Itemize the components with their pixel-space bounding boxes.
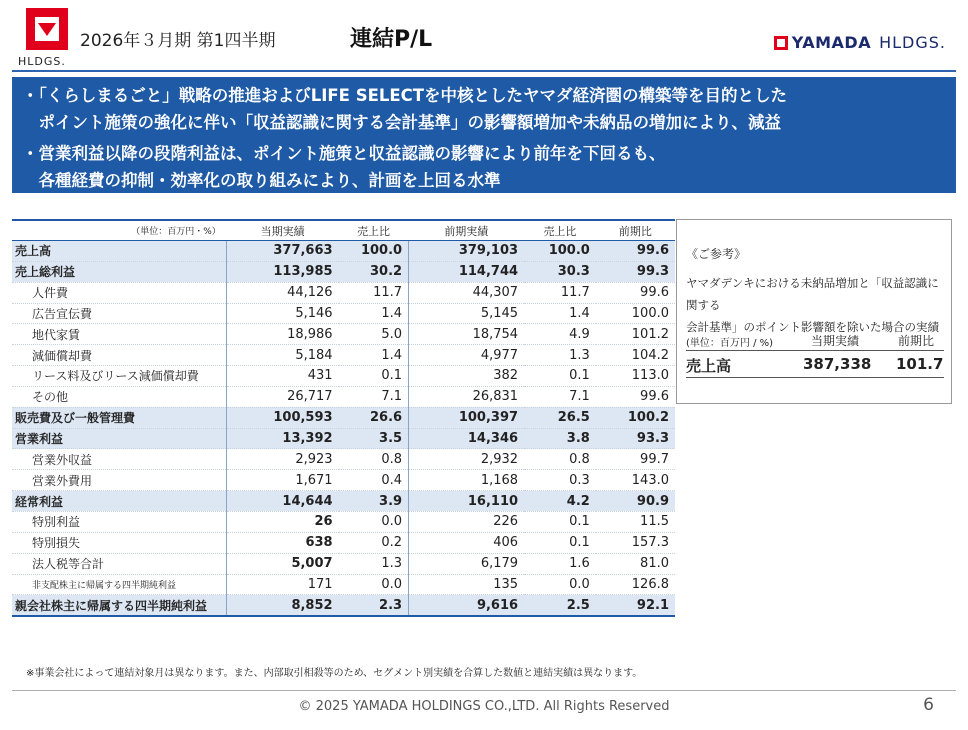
cell-yoy: 100.0 — [596, 303, 675, 324]
cell-previous: 1,168 — [409, 470, 525, 491]
cell-previous: 14,346 — [409, 428, 525, 449]
cell-current: 26 — [227, 511, 339, 532]
col-header-current: 当期実績 — [227, 220, 339, 241]
table-row — [12, 303, 675, 324]
row-label: 営業外収益 — [12, 449, 227, 470]
company-logo — [26, 8, 68, 50]
cell-previous: 406 — [409, 532, 525, 553]
cell-current: 26,717 — [227, 386, 339, 407]
table-row — [12, 428, 675, 449]
table-row — [12, 345, 675, 366]
cell-yoy: 157.3 — [596, 532, 675, 553]
table-row — [12, 282, 675, 303]
table-row — [12, 532, 675, 553]
summary-line: 各種経費の抑制・効率化の取り組みにより、計画を上回る水準 — [22, 171, 501, 190]
cell-previous: 2,932 — [409, 449, 525, 470]
cell-current-ratio: 5.0 — [339, 324, 409, 345]
cell-yoy: 101.2 — [596, 324, 675, 345]
cell-current-ratio: 100.0 — [339, 241, 409, 262]
unit-header: （単位：百万円・%） — [12, 220, 227, 241]
cell-current: 113,985 — [227, 261, 339, 282]
cell-previous: 18,754 — [409, 324, 525, 345]
pl-table — [12, 219, 675, 617]
cell-current: 100,593 — [227, 407, 339, 428]
cell-current-ratio: 0.4 — [339, 470, 409, 491]
cell-previous: 4,977 — [409, 345, 525, 366]
cell-yoy: 81.0 — [596, 553, 675, 574]
brand-logo — [774, 33, 946, 52]
row-label: 減価償却費 — [12, 345, 227, 366]
cell-previous-ratio: 30.3 — [524, 261, 596, 282]
reference-desc-line: 会計基準」のポイント影響額を除いた場合の実績 — [686, 320, 939, 334]
fiscal-period: 2026年３月期 第1四半期 — [80, 31, 276, 51]
cell-current: 171 — [227, 574, 339, 595]
page-title: 連結P/L — [350, 27, 433, 52]
cell-current-ratio: 1.4 — [339, 303, 409, 324]
cell-yoy: 100.2 — [596, 407, 675, 428]
col-header-current-ratio: 売上比 — [339, 220, 409, 241]
table-row — [12, 574, 675, 595]
summary-line: ・営業利益以降の段階利益は、ポイント施策と収益認識の影響により前年を下回るも、 — [22, 144, 666, 163]
cell-current: 431 — [227, 366, 339, 387]
cell-yoy: 99.6 — [596, 241, 675, 262]
cell-previous-ratio: 4.9 — [524, 324, 596, 345]
cell-previous-ratio: 26.5 — [524, 407, 596, 428]
logo-subtitle: HLDGS. — [18, 55, 66, 68]
table-row — [12, 491, 675, 512]
cell-previous: 379,103 — [409, 241, 525, 262]
table-row — [12, 407, 675, 428]
cell-previous-ratio: 7.1 — [524, 386, 596, 407]
cell-previous-ratio: 1.6 — [524, 553, 596, 574]
cell-current: 1,671 — [227, 470, 339, 491]
cell-previous: 226 — [409, 511, 525, 532]
cell-yoy: 113.0 — [596, 366, 675, 387]
cell-yoy: 93.3 — [596, 428, 675, 449]
row-label: 売上総利益 — [12, 261, 227, 282]
reference-row — [686, 351, 944, 378]
row-label: 地代家賃 — [12, 324, 227, 345]
reference-col-yoy: 前期比 — [898, 334, 935, 348]
cell-yoy: 92.1 — [596, 595, 675, 616]
row-label: 販売費及び一般管理費 — [12, 407, 227, 428]
table-row — [12, 261, 675, 282]
cell-current-ratio: 0.8 — [339, 449, 409, 470]
cell-previous-ratio: 0.3 — [524, 470, 596, 491]
cell-previous-ratio: 1.4 — [524, 303, 596, 324]
row-label: 非支配株主に帰属する四半期純利益 — [12, 574, 227, 595]
cell-previous-ratio: 1.3 — [524, 345, 596, 366]
reference-row-current: 387,338 — [803, 355, 872, 373]
cell-previous: 16,110 — [409, 491, 525, 512]
cell-current-ratio: 7.1 — [339, 386, 409, 407]
cell-current-ratio: 1.3 — [339, 553, 409, 574]
cell-current: 18,986 — [227, 324, 339, 345]
cell-previous-ratio: 0.0 — [524, 574, 596, 595]
row-label: リース料及びリース減価償却費 — [12, 366, 227, 387]
cell-current-ratio: 3.9 — [339, 491, 409, 512]
row-label: 特別損失 — [12, 532, 227, 553]
cell-current-ratio: 11.7 — [339, 282, 409, 303]
cell-current-ratio: 2.3 — [339, 595, 409, 616]
cell-current: 2,923 — [227, 449, 339, 470]
reference-header-row — [686, 328, 944, 351]
footnote: ※事業会社によって連結対象月は異なります。また、内部取引相殺等のため、セグメント別実績を合算した数値と連結実績は異なります。 — [26, 668, 643, 679]
cell-previous-ratio: 0.1 — [524, 366, 596, 387]
table-row — [12, 241, 675, 262]
cell-current: 377,663 — [227, 241, 339, 262]
reference-box — [676, 219, 952, 404]
table-row — [12, 511, 675, 532]
row-label: 特別利益 — [12, 511, 227, 532]
cell-yoy: 99.6 — [596, 282, 675, 303]
cell-previous: 114,744 — [409, 261, 525, 282]
row-label: 営業外費用 — [12, 470, 227, 491]
row-label: 営業利益 — [12, 428, 227, 449]
cell-current: 8,852 — [227, 595, 339, 616]
cell-current: 638 — [227, 532, 339, 553]
cell-previous: 5,145 — [409, 303, 525, 324]
cell-current: 5,007 — [227, 553, 339, 574]
cell-previous-ratio: 2.5 — [524, 595, 596, 616]
cell-previous-ratio: 100.0 — [524, 241, 596, 262]
cell-yoy: 104.2 — [596, 345, 675, 366]
cell-current: 44,126 — [227, 282, 339, 303]
cell-current: 5,184 — [227, 345, 339, 366]
summary-banner — [12, 77, 956, 193]
cell-current: 14,644 — [227, 491, 339, 512]
cell-current-ratio: 1.4 — [339, 345, 409, 366]
table-row — [12, 386, 675, 407]
cell-yoy: 11.5 — [596, 511, 675, 532]
cell-previous-ratio: 3.8 — [524, 428, 596, 449]
cell-yoy: 99.7 — [596, 449, 675, 470]
cell-previous-ratio: 0.8 — [524, 449, 596, 470]
table-row — [12, 595, 675, 616]
cell-yoy: 143.0 — [596, 470, 675, 491]
row-label: 売上高 — [12, 241, 227, 262]
cell-current-ratio: 0.0 — [339, 574, 409, 595]
cell-previous: 6,179 — [409, 553, 525, 574]
reference-unit: (単位：百万円 / %) — [686, 338, 774, 349]
cell-previous: 26,831 — [409, 386, 525, 407]
col-header-previous: 前期実績 — [409, 220, 525, 241]
summary-line: ・「くらしまるごと」戦略の推進およびLIFE SELECTを中核としたヤマダ経済圏の構築等を目的とした — [22, 86, 787, 105]
cell-previous: 382 — [409, 366, 525, 387]
reference-col-current: 当期実績 — [811, 334, 860, 348]
col-header-yoy: 前期比 — [596, 220, 675, 241]
cell-current: 5,146 — [227, 303, 339, 324]
cell-current: 13,392 — [227, 428, 339, 449]
table-row — [12, 366, 675, 387]
cell-previous-ratio: 0.1 — [524, 532, 596, 553]
cell-current-ratio: 3.5 — [339, 428, 409, 449]
footer-divider — [12, 690, 956, 691]
row-label: 広告宣伝費 — [12, 303, 227, 324]
copyright: © 2025 YAMADA HOLDINGS CO.,LTD. All Rights Reserved — [298, 699, 670, 714]
cell-current-ratio: 0.0 — [339, 511, 409, 532]
cell-previous: 135 — [409, 574, 525, 595]
cell-previous-ratio: 11.7 — [524, 282, 596, 303]
brand-name: YAMADA — [791, 33, 872, 52]
page-number: 6 — [923, 695, 934, 715]
brand-mark-icon — [774, 36, 788, 50]
cell-previous-ratio: 4.2 — [524, 491, 596, 512]
row-label: 人件費 — [12, 282, 227, 303]
table-row — [12, 553, 675, 574]
cell-current-ratio: 26.6 — [339, 407, 409, 428]
reference-title: 《ご参考》 — [686, 247, 747, 261]
cell-current-ratio: 0.1 — [339, 366, 409, 387]
cell-previous-ratio: 0.1 — [524, 511, 596, 532]
table-header-row — [12, 220, 675, 241]
cell-current-ratio: 0.2 — [339, 532, 409, 553]
cell-yoy: 99.6 — [596, 386, 675, 407]
cell-yoy: 90.9 — [596, 491, 675, 512]
header-divider — [12, 70, 956, 72]
summary-line: ポイント施策の強化に伴い「収益認識に関する会計基準」の影響額増加や未納品の増加により、減益 — [22, 113, 781, 132]
cell-previous: 44,307 — [409, 282, 525, 303]
cell-current-ratio: 30.2 — [339, 261, 409, 282]
cell-yoy: 99.3 — [596, 261, 675, 282]
table-row — [12, 324, 675, 345]
reference-row-yoy: 101.7 — [896, 355, 944, 373]
row-label: 法人税等合計 — [12, 553, 227, 574]
col-header-previous-ratio: 売上比 — [524, 220, 596, 241]
row-label: その他 — [12, 386, 227, 407]
cell-previous: 9,616 — [409, 595, 525, 616]
row-label: 親会社株主に帰属する四半期純利益 — [12, 595, 227, 616]
reference-row-label: 売上高 — [686, 357, 732, 375]
cell-yoy: 126.8 — [596, 574, 675, 595]
cell-previous: 100,397 — [409, 407, 525, 428]
row-label: 経常利益 — [12, 491, 227, 512]
brand-suffix: HLDGS. — [879, 33, 946, 52]
reference-desc-line: ヤマダデンキにおける未納品増加と「収益認識に関する — [686, 276, 939, 312]
table-row — [12, 470, 675, 491]
table-row — [12, 449, 675, 470]
